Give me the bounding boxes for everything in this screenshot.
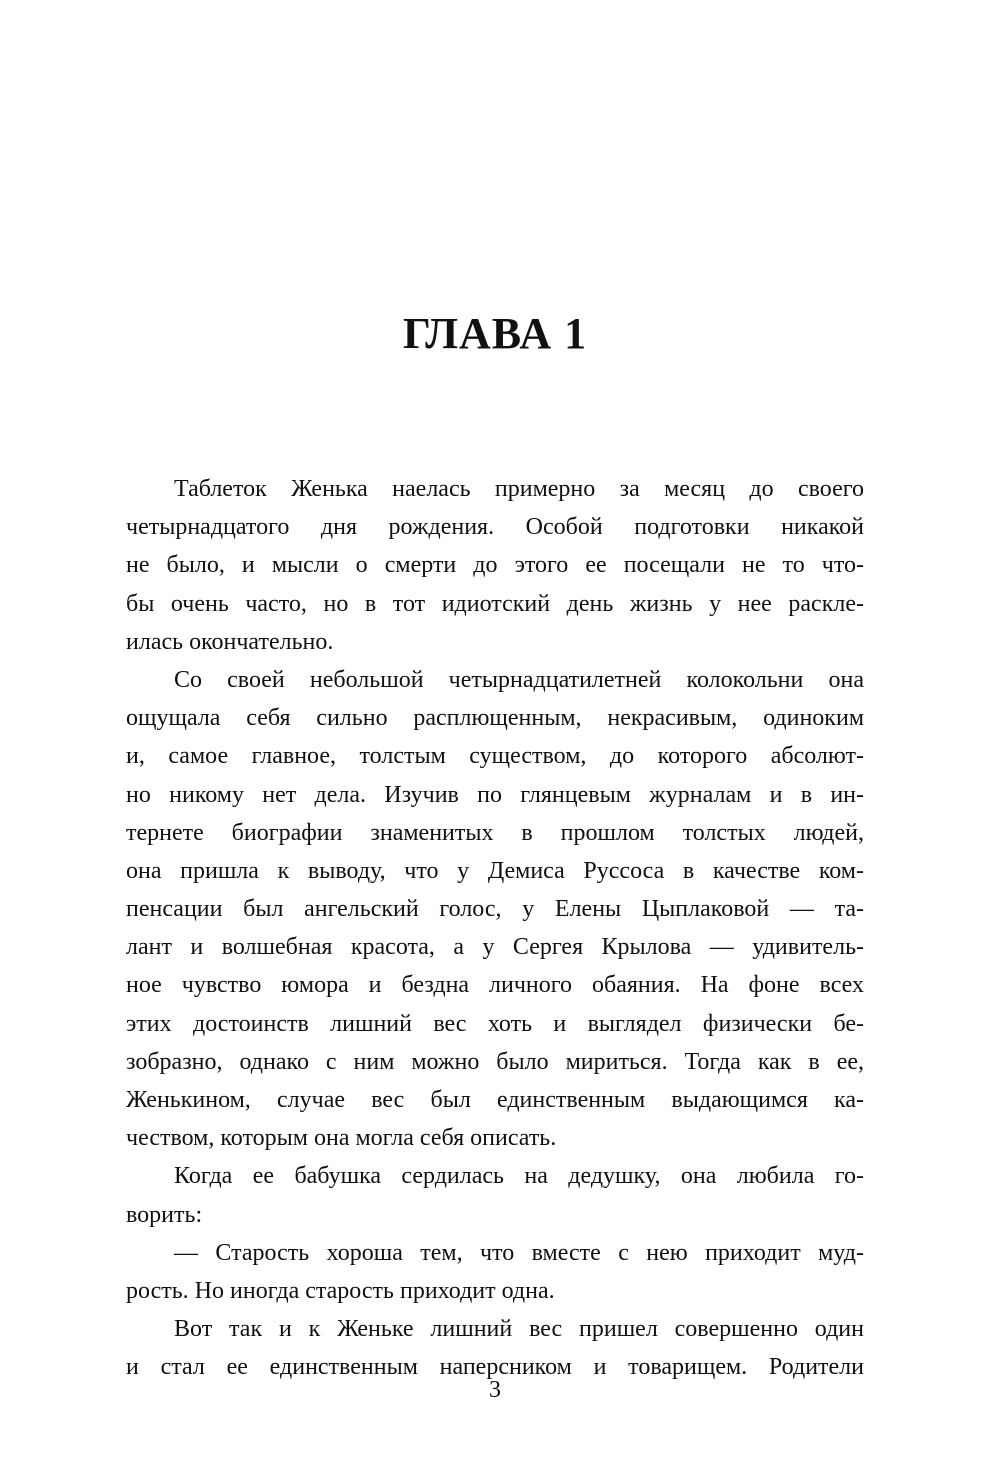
text-line: этих достоинств лишний вес хоть и выглядел физически бе- — [126, 1010, 864, 1037]
text-line: лант и волшебная красота, а у Сергея Крылова — удивитель- — [126, 934, 864, 961]
text-line: не было, и мысли о смерти до этого ее посещали не то что- — [126, 552, 864, 579]
text-line: Когда ее бабушка сердилась на дедушку, она любила го- — [174, 1163, 864, 1190]
text-line: зобразно, однако с ним можно было мириться. Тогда как в ее, — [126, 1048, 864, 1075]
text-line: Вот так и к Женьке лишний вес пришел совершенно один — [174, 1316, 864, 1343]
text-line: — Старость хороша тем, что вместе с нею приходит муд- — [174, 1239, 864, 1266]
text-line: Женькином, случае вес был единственным выдающимся ка- — [126, 1087, 864, 1113]
text-line: рость. Но иногда старость приходит одна. — [126, 1277, 555, 1304]
text-line: бы очень часто, но в тот идиотский день жизнь у нее раскле- — [126, 590, 864, 617]
text-line: она пришла к выводу, что у Демиса Руссоса в качестве ком- — [126, 857, 864, 884]
text-line: чеством, которым она могла себя описать. — [126, 1125, 557, 1152]
text-line: и стал ее единственным наперсником и товарищем. Родители — [126, 1354, 864, 1381]
page-number: 3 — [489, 1377, 501, 1403]
chapter-title: ГЛАВА 1 — [402, 309, 588, 359]
text-line: ворить: — [126, 1201, 203, 1228]
text-line: ощущала себя сильно расплющенным, некрасивым, одиноким — [126, 705, 864, 732]
text-line: Со своей небольшой четырнадцатилетней колокольни она — [174, 666, 864, 693]
text-line: пенсации был ангельский голос, у Елены Цыплаковой — та- — [126, 896, 864, 923]
body-text — [126, 470, 864, 1387]
text-line: тернете биографии знаменитых в прошлом толстых людей, — [126, 819, 864, 846]
text-line: илась окончательно. — [126, 628, 334, 655]
text-line: и, самое главное, толстым существом, до которого абсолют- — [126, 743, 864, 770]
text-line: Таблеток Женька наелась примерно за месяц до своего — [174, 476, 864, 502]
text-line: четырнадцатого дня рождения. Особой подготовки никакой — [126, 514, 864, 541]
text-line: ное чувство юмора и бездна личного обаяния. На фоне всех — [126, 972, 864, 999]
text-line: но никому нет дела. Изучив по глянцевым журналам и в ин- — [126, 781, 864, 808]
